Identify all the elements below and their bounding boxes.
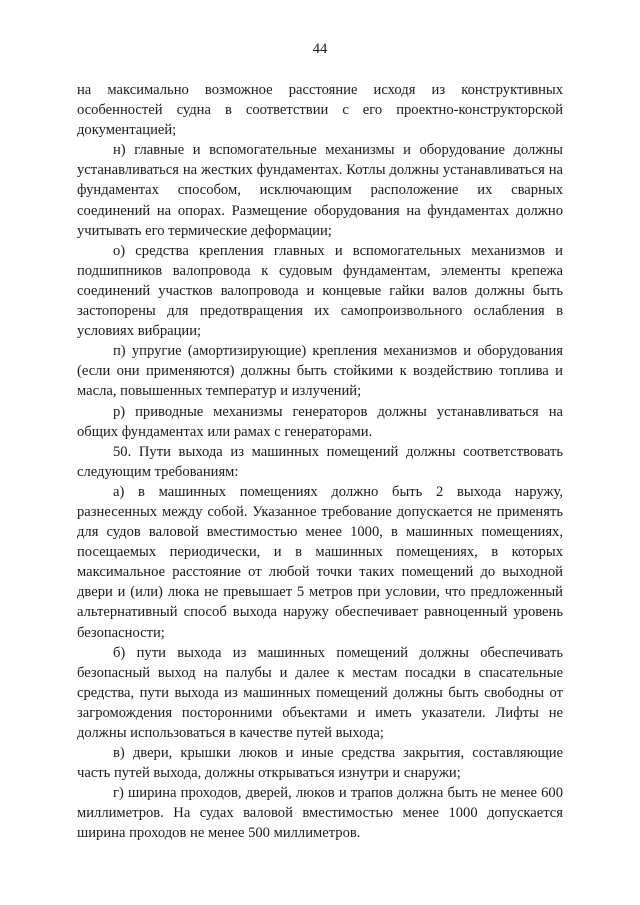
paragraph-item-a: а) в машинных помещениях должно быть 2 выхода наружу, разнесенных между собой. Указанное требование допускается не применять для судов валовой вместимостью менее 1000, в машинных помещениях, посещаемых периодически, и в машинных помещениях, в которых максимальное расстояние от любой точки таких помещений до выходной двери и (или) люка не превышает 5 метров при условии, что предложенный альтернативный способ выхода наружу обеспечивает равноценный уровень безопасности; bbox=[77, 483, 563, 641]
paragraph-continuation: на максимально возможное расстояние исходя из конструктивных особенностей судна в соответствии с его проектно-конструкторской документацией; bbox=[77, 82, 563, 139]
page-number: 44 bbox=[312, 41, 328, 57]
paragraph-item-p: п) упругие (амортизирующие) крепления механизмов и оборудования (если они применяются) должны быть стойкими к воздействию топлива и масла, повышенных температур и излучений; bbox=[77, 343, 563, 400]
paragraph-item-v: в) двери, крышки люков и иные средства закрытия, составляющие часть путей выхода, должны открываться изнутри и снаружи; bbox=[77, 745, 563, 782]
paragraph-item-n: н) главные и вспомогательные механизмы и оборудование должны устанавливаться на жестких фундаментах. Котлы должны устанавливаться на фундаментах способом, исключающим расположение их сварных соединений на опорах. Размещение оборудования на фундаментах должно учитывать его термические деформации; bbox=[77, 142, 563, 239]
paragraph-item-r: р) приводные механизмы генераторов должны устанавливаться на общих фундаментах или рамах с генераторами. bbox=[77, 403, 563, 440]
paragraph-item-b: б) пути выхода из машинных помещений должны обеспечивать безопасный выход на палубы и далее к местам посадки в спасательные средства, пути выхода из машинных помещений должны быть свободны от загромождения посторонними объектами и иметь указатели. Лифты не должны использоваться в качестве путей выхода; bbox=[77, 644, 563, 741]
document-body bbox=[77, 80, 563, 844]
paragraph-item-o: о) средства крепления главных и вспомогательных механизмов и подшипников валопровода к судовым фундаментам, элементы крепежа соединений участков валопровода и концевые гайки валов должны быть застопорены для предотвращения их самопроизвольного ослабления в условиях вибрации; bbox=[77, 242, 563, 340]
paragraph-section-50: 50. Пути выхода из машинных помещений должны соответствовать следующим требованиям: bbox=[77, 443, 563, 480]
paragraph-item-g: г) ширина проходов, дверей, люков и трапов должна быть не менее 600 миллиметров. На судах валовой вместимостью менее 1000 допускается ширина проходов не менее 500 миллиметров. bbox=[77, 785, 563, 842]
